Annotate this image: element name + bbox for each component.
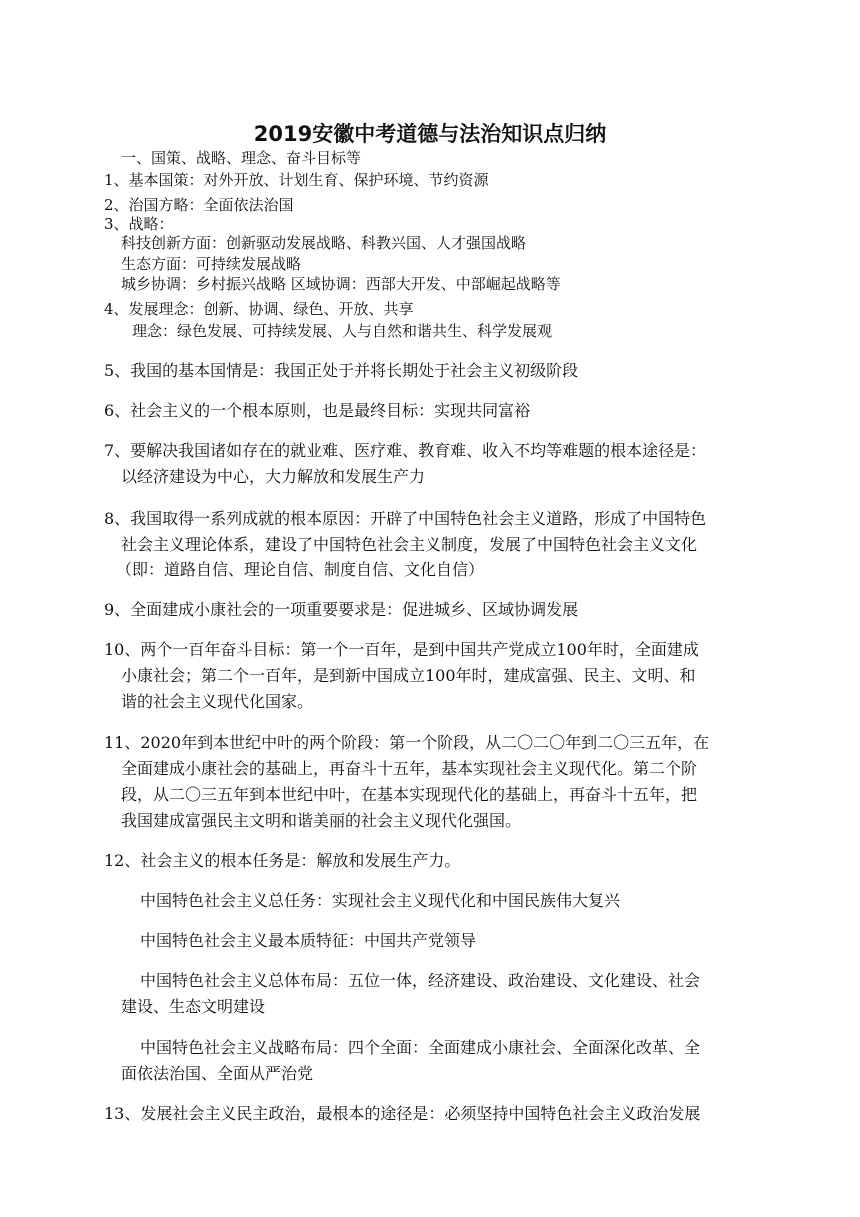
item-5: 5、我国的基本国情是：我国正处于并将长期处于社会主义初级阶段 [104, 361, 579, 380]
item-11-line-2: 全面建成小康社会的基础上，再奋斗十五年，基本实现社会主义现代化。第二个阶 [121, 759, 698, 778]
item-3-sub-coordination: 城乡协调：乡村振兴战略 区域协调：西部大开发、中部崛起战略等 [121, 275, 561, 293]
item-6: 6、社会主义的一个根本原则，也是最终目标：实现共同富裕 [104, 401, 531, 420]
item-8-line-3: （即：道路自信、理论自信、制度自信、文化自信） [116, 560, 485, 579]
item-1: 1、基本国策：对外开放、计划生育、保护环境、节约资源 [104, 171, 489, 189]
item-7-line-1: 7、要解决我国诸如存在的就业难、医疗难、教育难、收入不均等难题的根本途径是： [104, 441, 707, 460]
section-heading: 一、国策、战略、理念、奋斗目标等 [121, 149, 362, 167]
item-12-sub-strategy-line-1: 中国特色社会主义战略布局：四个全面：全面建成小康社会、全面深化改革、全 [140, 1038, 701, 1057]
item-10-line-3: 谐的社会主义现代化国家。 [121, 692, 314, 711]
item-12: 12、社会主义的根本任务是：解放和发展生产力。 [104, 851, 461, 870]
item-9: 9、全面建成小康社会的一项重要要求是：促进城乡、区域协调发展 [104, 600, 579, 619]
item-4-sub-concept: 理念：绿色发展、可持续发展、人与自然和谐共生、科学发展观 [132, 322, 553, 340]
item-3-sub-ecology: 生态方面：可持续发展战略 [121, 255, 302, 273]
item-3: 3、战略： [104, 215, 174, 233]
item-12-sub-layout-line-1: 中国特色社会主义总体布局：五位一体，经济建设、政治建设、文化建设、社会 [140, 971, 701, 990]
item-11-line-1: 11、2020年到本世纪中叶的两个阶段：第一个阶段，从二〇二〇年到二〇三五年，在 [104, 733, 710, 752]
item-11-line-4: 我国建成富强民主文明和谐美丽的社会主义现代化强国。 [121, 811, 522, 830]
item-12-sub-layout-line-2: 建设、生态文明建设 [121, 997, 266, 1016]
item-12-sub-task: 中国特色社会主义总任务：实现社会主义现代化和中国民族伟大复兴 [140, 891, 621, 910]
document-title: 2019安徽中考道德与法治知识点归纳 [253, 122, 607, 146]
item-2: 2、治国方略：全面依法治国 [104, 196, 294, 214]
item-8-line-1: 8、我国取得一系列成就的根本原因：开辟了中国特色社会主义道路，形成了中国特色 [104, 509, 707, 528]
item-3-sub-tech: 科技创新方面：创新驱动发展战略、科教兴国、人才强国战略 [121, 234, 527, 252]
item-4: 4、发展理念：创新、协调、绿色、开放、共享 [104, 300, 414, 318]
item-7-line-2: 以经济建设为中心，大力解放和发展生产力 [121, 467, 426, 486]
item-13: 13、发展社会主义民主政治，最根本的途径是：必须坚持中国特色社会主义政治发展 [104, 1104, 701, 1123]
item-10-line-1: 10、两个一百年奋斗目标：第一个一百年，是到中国共产党成立100年时，全面建成 [104, 640, 699, 659]
item-12-sub-strategy-line-2: 面依法治国、全面从严治党 [121, 1064, 314, 1083]
item-12-sub-feature: 中国特色社会主义最本质特征：中国共产党领导 [140, 931, 477, 950]
item-8-line-2: 社会主义理论体系，建设了中国特色社会主义制度，发展了中国特色社会主义文化 [121, 535, 698, 554]
item-11-line-3: 段，从二〇三五年到本世纪中叶，在基本实现现代化的基础上，再奋斗十五年，把 [121, 785, 698, 804]
item-10-line-2: 小康社会；第二个一百年，是到新中国成立100年时，建成富强、民主、文明、和 [121, 666, 696, 685]
